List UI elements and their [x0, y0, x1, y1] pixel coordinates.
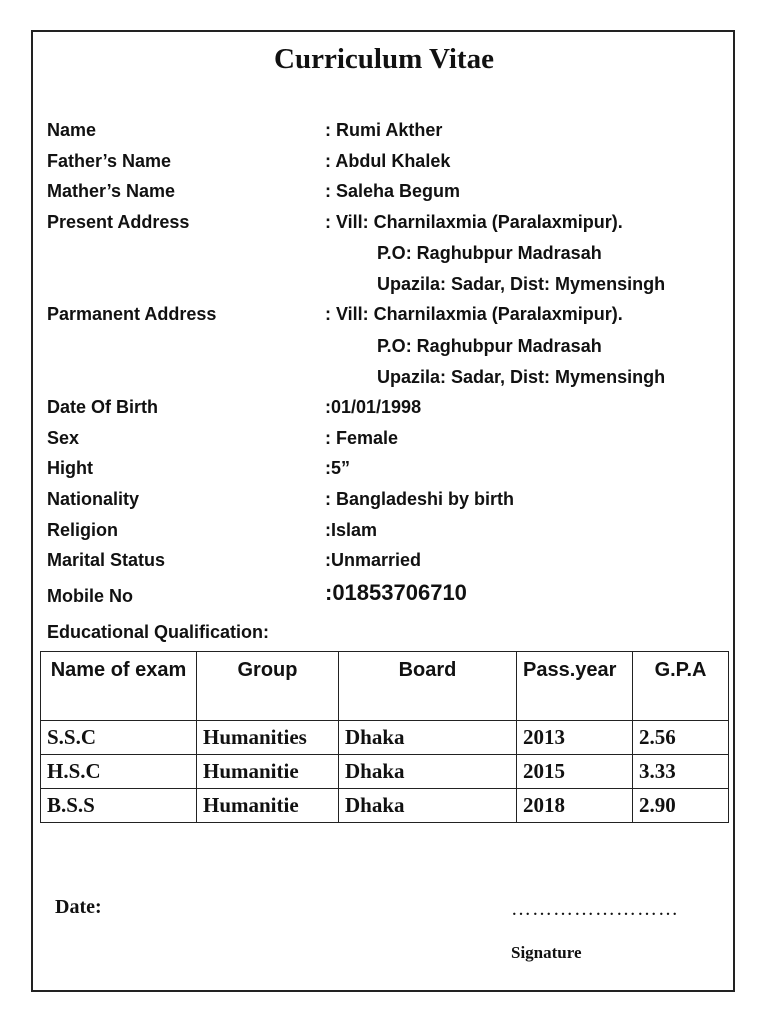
field-label: Present Address — [47, 212, 190, 232]
field-label: Mather’s Name — [47, 181, 176, 201]
field-label: Nationality — [47, 489, 140, 509]
field-label: Date Of Birth — [47, 397, 159, 417]
field-value: : Rumi Akther — [325, 120, 443, 140]
field-label: Religion — [47, 520, 118, 540]
column-header: Name of exam — [41, 652, 197, 721]
table-cell: 2013 — [517, 721, 633, 755]
education-table — [40, 651, 729, 823]
field-value: :5” — [325, 458, 351, 478]
column-header: Group — [197, 652, 339, 721]
table-cell: B.S.S — [41, 789, 197, 823]
table-cell: Humanitie — [197, 755, 339, 789]
address-line: P.O: Raghubpur Madrasah — [377, 336, 602, 356]
signature-line: …………………… — [511, 898, 679, 920]
field-label: Name — [47, 120, 97, 140]
field-label: Parmanent Address — [47, 304, 217, 324]
table-header-row — [41, 652, 729, 721]
table-cell: 3.33 — [633, 755, 729, 789]
education-heading: Educational Qualification: — [47, 622, 270, 642]
date-label: Date: — [55, 896, 102, 918]
field-value: : Saleha Begum — [325, 181, 461, 201]
field-value: :Unmarried — [325, 550, 422, 570]
field-label: Mobile No — [47, 586, 133, 606]
field-label: Marital Status — [47, 550, 166, 570]
column-header: Pass.year — [517, 652, 633, 721]
field-value: :Islam — [325, 520, 378, 540]
table-row — [41, 789, 729, 823]
table-cell: Dhaka — [339, 789, 517, 823]
table-cell: Humanitie — [197, 789, 339, 823]
field-value: : Vill: Charnilaxmia (Paralaxmipur). — [325, 212, 623, 232]
table-cell: Humanities — [197, 721, 339, 755]
address-line: Upazila: Sadar, Dist: Mymensingh — [377, 367, 666, 387]
page-border — [31, 30, 735, 992]
address-line: Upazila: Sadar, Dist: Mymensingh — [377, 274, 666, 294]
table-cell: 2.56 — [633, 721, 729, 755]
table-cell: S.S.C — [41, 721, 197, 755]
field-value: : Vill: Charnilaxmia (Paralaxmipur). — [325, 304, 623, 324]
field-value: :01853706710 — [325, 580, 467, 605]
signature-label: Signature — [511, 943, 582, 962]
table-row — [41, 755, 729, 789]
field-value: : Bangladeshi by birth — [325, 489, 515, 509]
address-line: P.O: Raghubpur Madrasah — [377, 243, 602, 263]
field-label: Sex — [47, 428, 80, 448]
field-label: Father’s Name — [47, 151, 172, 171]
table-cell: 2.90 — [633, 789, 729, 823]
table-cell: H.S.C — [41, 755, 197, 789]
field-value: :01/01/1998 — [325, 397, 422, 417]
table-row — [41, 721, 729, 755]
field-value: : Abdul Khalek — [325, 151, 451, 171]
column-header: Board — [339, 652, 517, 721]
table-cell: Dhaka — [339, 755, 517, 789]
field-value: : Female — [325, 428, 399, 448]
column-header: G.P.A — [633, 652, 729, 721]
table-cell: 2015 — [517, 755, 633, 789]
table-cell: Dhaka — [339, 721, 517, 755]
table-cell: 2018 — [517, 789, 633, 823]
field-label: Hight — [47, 458, 93, 478]
page-title: Curriculum Vitae — [274, 43, 494, 75]
